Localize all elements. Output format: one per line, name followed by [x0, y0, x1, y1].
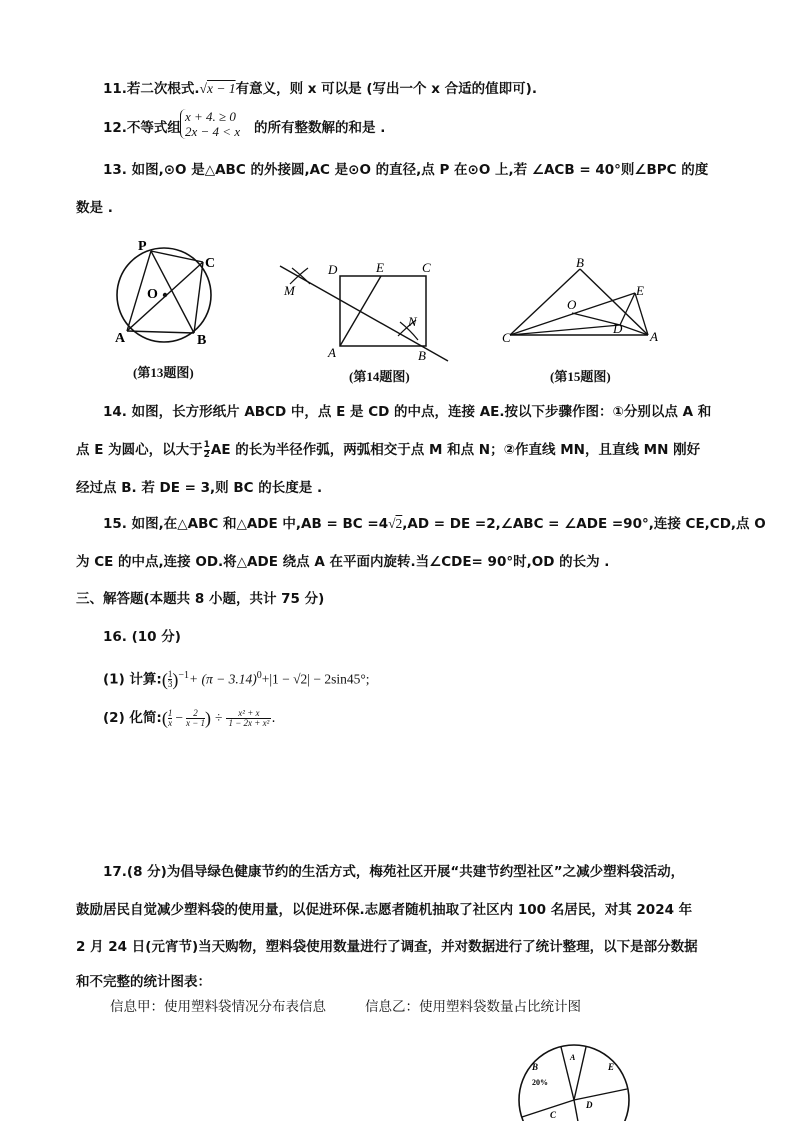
fig15-label-e: E — [636, 283, 644, 298]
fig14-label-d: D — [328, 262, 338, 277]
question-16-part2: (2) 化简:( $\frac{1}{x}$ − $\frac{2}{x - 1}$ ) ÷ $\frac{\text{x² + x}}{\text{1 − 2x + x²}}$ . — [103, 707, 276, 728]
question-15-line2: 为 CE 的中点,连接 OD.将△ADE 绕点 A 在平面内旋转.当∠CDE= 90°时,OD 的长为 . — [76, 554, 610, 570]
fig14-label-e: E — [376, 260, 384, 275]
question-17-line3: 2 月 24 日(元宵节)当天购物，塑料袋使用数量进行了调查，并对数据进行了统计整理，以下是部分数据 — [76, 939, 698, 955]
fig14-label-a: A — [328, 345, 336, 360]
question-12: 12.不等式组 — [103, 120, 181, 136]
section-3-heading: 三、解答题(本题共 8 小题，共计 75 分) — [76, 591, 325, 607]
fig14-label-n: N — [408, 314, 417, 329]
fig14-label-c: C — [422, 260, 431, 275]
fig13-label-a: A — [115, 331, 126, 346]
fig14-label-b: B — [418, 348, 426, 363]
pie-divider — [522, 1100, 574, 1117]
q12-tail: 的所有整数解的和是 . — [254, 120, 386, 136]
fig15-label-o: O — [567, 297, 577, 312]
question-11: 11.若二次根式.√x − 1有意义，则 x 可以是 (写出一个 x 合适的值即可). — [103, 81, 537, 97]
figure-14 — [272, 254, 457, 366]
question-14-line1: 14. 如图，长方形纸片 ABCD 中，点 E 是 CD 的中点，连接 AE.按以下步骤作图：①分别以点 A 和 — [103, 404, 712, 420]
fig13-label-b: B — [197, 333, 207, 348]
figure-15 — [498, 255, 670, 350]
question-17-line2: 鼓励居民自觉减少塑料袋的使用量，以促进环保.志愿者随机抽取了社区内 100 名居民，对其 2024 年 — [76, 902, 693, 918]
question-16-head: 16. (10 分) — [103, 629, 181, 645]
question-15-line1: 15. 如图,在△ABC 和△ADE 中,AB = BC =4√2,AD = DE =2,∠ABC = ∠ADE =90°,连接 CE,CD,点 O — [103, 516, 766, 532]
fig15-label-a: A — [650, 329, 658, 344]
question-13-line1: 13. 如图,⊙O 是△ABC 的外接圆,AC 是⊙O 的直径,点 P 在⊙O 上,若 ∠ACB = 40°则∠BPC 的度 — [103, 162, 709, 178]
fig13-label-c: C — [205, 256, 216, 271]
info-a-title: 信息甲：使用塑料袋情况分布表信息 — [110, 999, 326, 1015]
fig15-caption: (第15题图) — [550, 369, 611, 384]
question-17-line4: 和不完整的统计图表： — [76, 974, 211, 990]
pie-divider — [574, 1100, 584, 1121]
fig14-caption: (第14题图) — [349, 369, 410, 384]
fig15-label-d: D — [613, 321, 623, 336]
question-13-line2: 数是 . — [76, 200, 113, 216]
question-17-line1: 17.(8 分)为倡导绿色健康节约的生活方式，梅苑社区开展“共建节约型社区”之减少塑料袋活动， — [103, 864, 685, 880]
pie-label-e: E — [608, 1062, 615, 1072]
figure-13 — [105, 232, 225, 357]
rectangle-abcd — [340, 276, 426, 346]
q12-inequality-system: x + 4. ≥ 0 2x − 4 < x — [180, 109, 240, 139]
pie-label-b: B — [532, 1062, 539, 1072]
pie-label-b-percent: 20% — [532, 1078, 548, 1087]
pie-divider — [574, 1089, 627, 1100]
fig15-label-c: C — [502, 330, 511, 345]
pie-chart — [510, 1032, 650, 1121]
fig13-label-o: O — [147, 287, 158, 302]
pie-label-c: C — [550, 1110, 557, 1120]
pie-label-d: D — [586, 1100, 593, 1110]
q11-radicand: x − 1 — [206, 81, 236, 96]
pie-divider — [574, 1047, 586, 1100]
fig15-label-b: B — [576, 255, 584, 270]
fig14-label-m: M — [284, 283, 295, 298]
info-b-title: 信息乙：使用塑料袋数量占比统计图 — [365, 999, 581, 1015]
fig13-label-p: P — [138, 239, 147, 254]
pie-label-a: A — [570, 1053, 576, 1062]
q14-fraction: $\frac{1}{2}$ — [203, 439, 210, 460]
question-14-line3: 经过点 B. 若 DE = 3,则 BC 的长度是 . — [76, 480, 323, 496]
fig13-caption: (第13题图) — [133, 365, 194, 380]
question-14-line2: 点 E 为圆心，以大于 $\frac{1}{2}$ AE 的长为半径作弧，两弧相交于点 M 和点 N；②作直线 MN，且直线 MN 刚好 — [76, 439, 701, 460]
question-16-part1: (1) 计算:( $\frac{1}{3}$ )$^{-1}+ (\pi - 3.14)^0+|1 - √2| - 2\sin 45^\circ$; — [103, 669, 370, 690]
